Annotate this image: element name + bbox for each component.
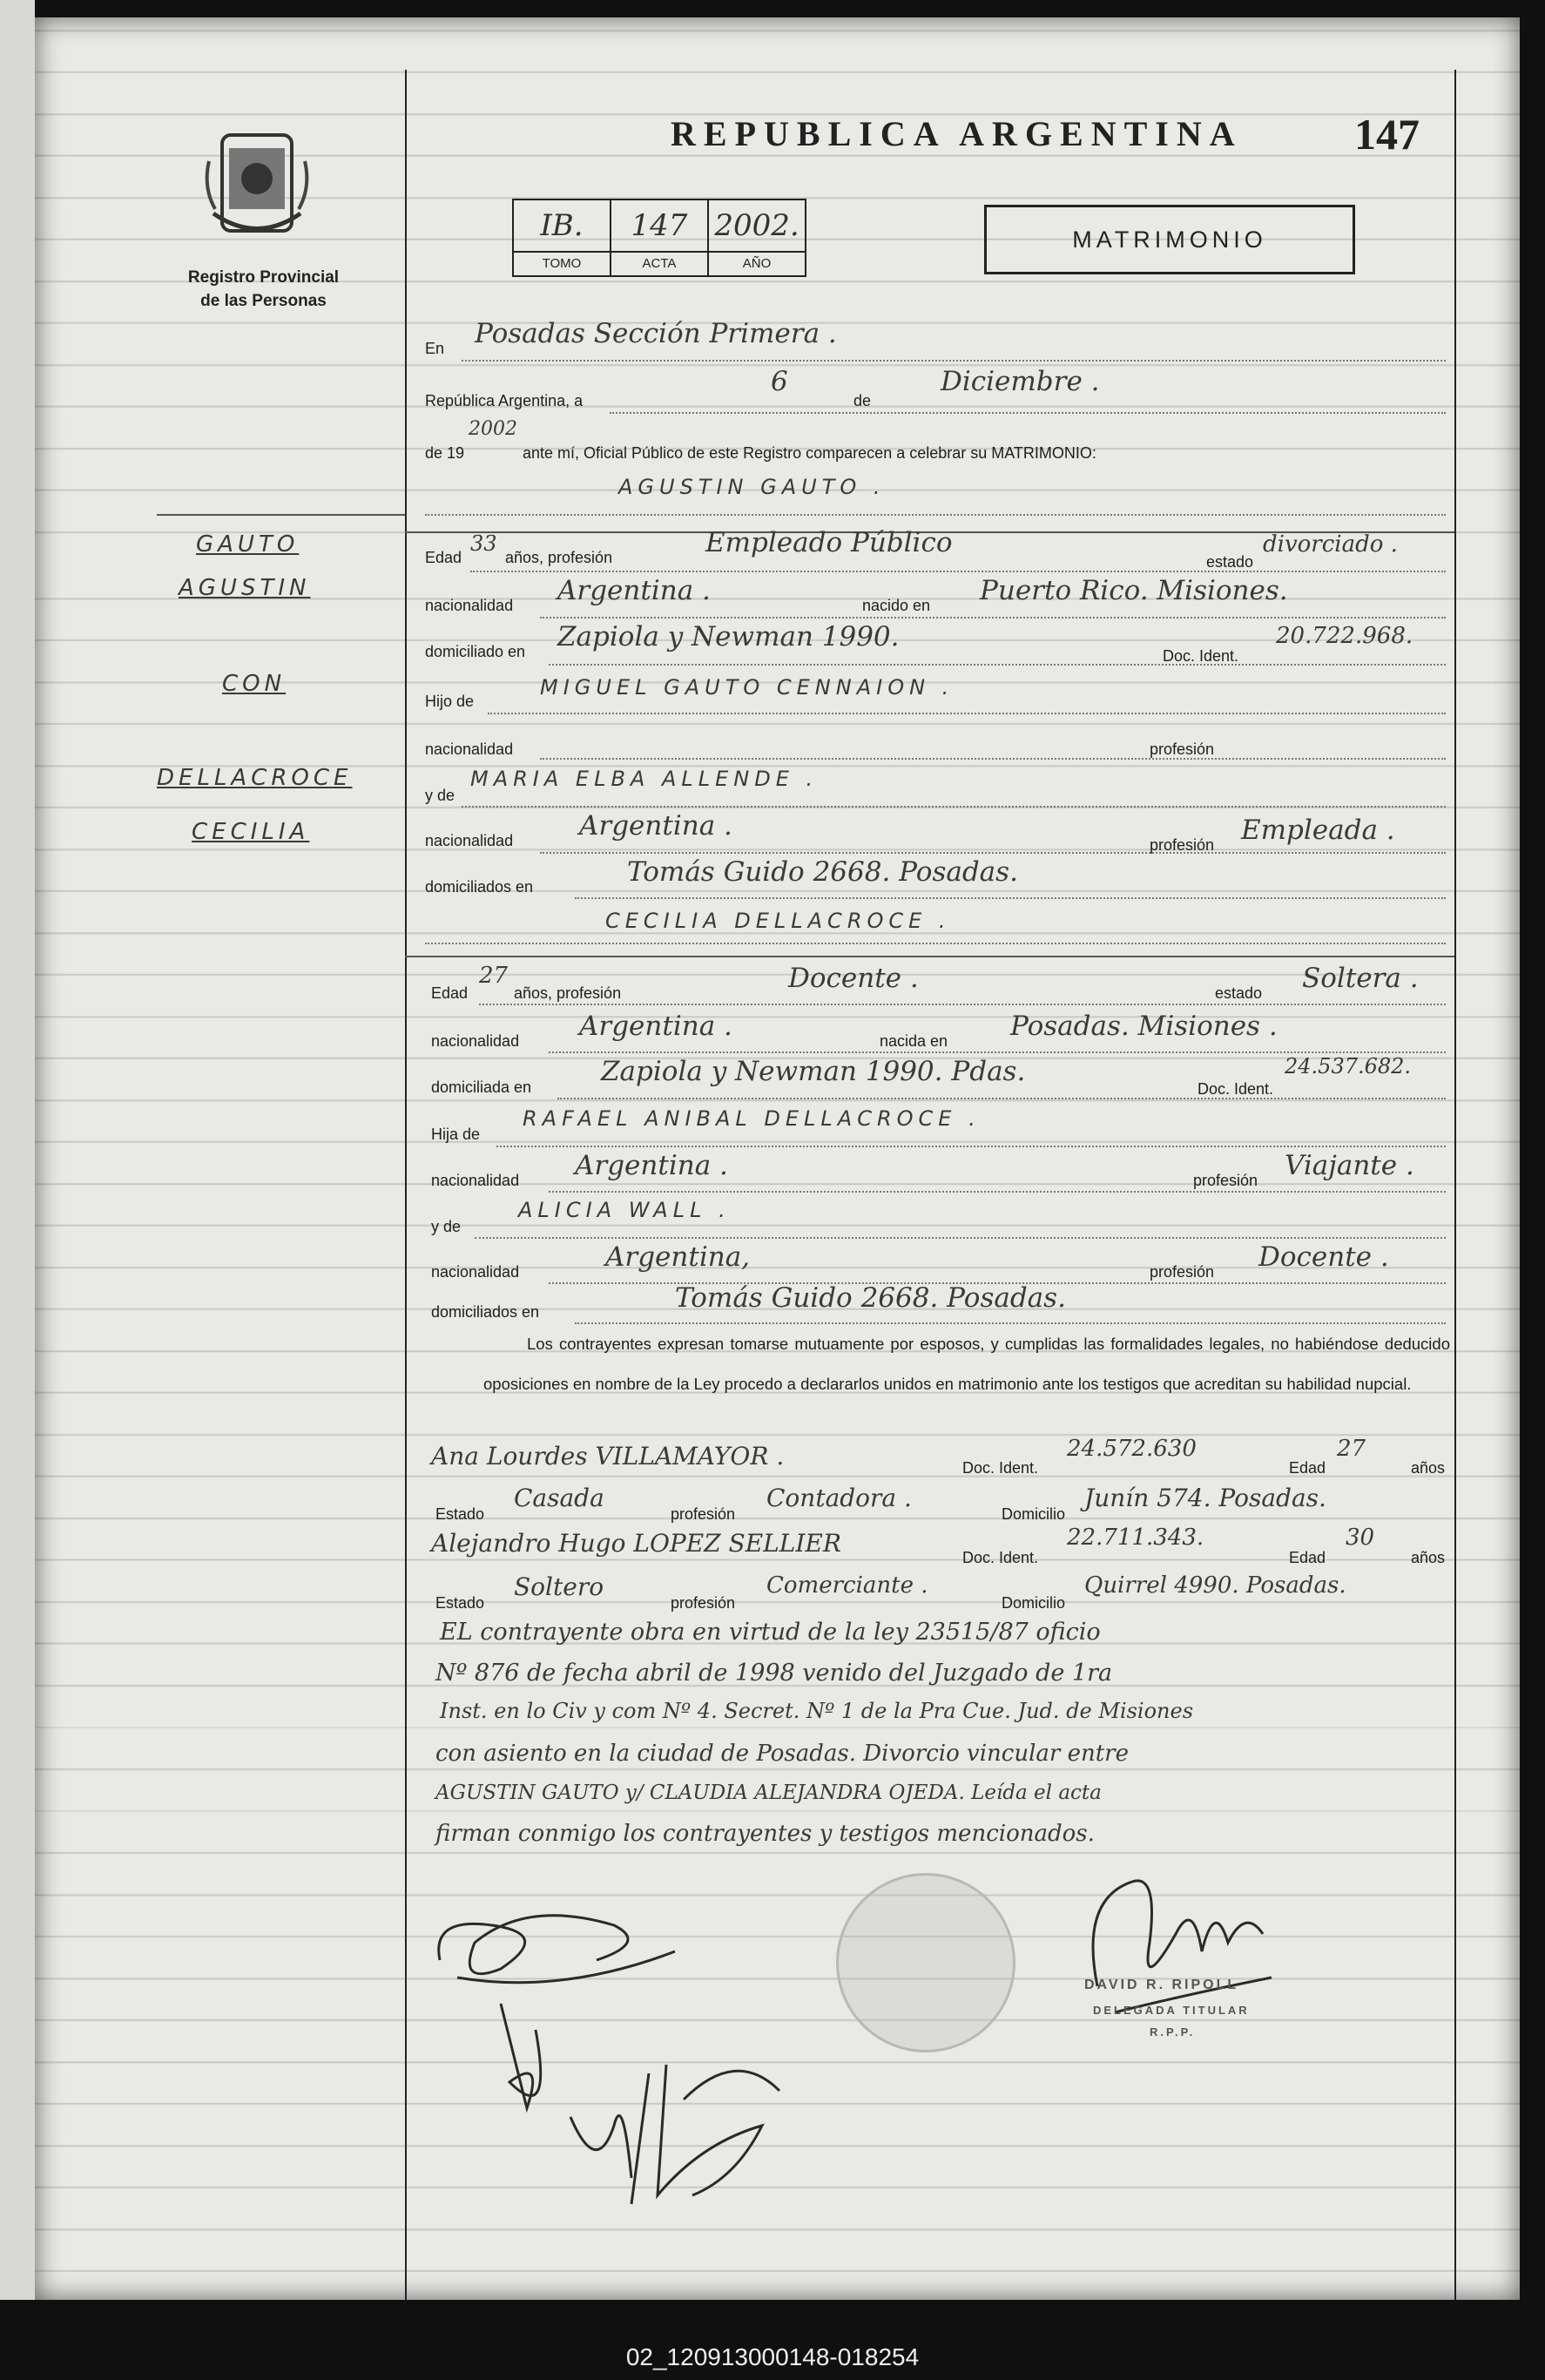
bride-padres-dom-label: domiciliados en [431, 1303, 540, 1321]
margin-rule [157, 514, 405, 516]
groom-nac-label: nacionalidad [425, 597, 514, 614]
acta-label: ACTA [642, 256, 677, 271]
note-line-2: Nº 876 de fecha abril de 1998 venido del Juzgado de 1ra [435, 1660, 1113, 1687]
bride-madre-prof-label: profesión [1150, 1263, 1215, 1281]
groom-madre-prof-label: profesión [1150, 836, 1215, 854]
anio-cell [709, 200, 805, 275]
bride-padre: RAFAEL ANIBAL DELLACROCE . [523, 1106, 981, 1131]
page-number: 147 [1354, 110, 1420, 159]
witness2-estado: Soltero [514, 1572, 604, 1601]
groom-estado-label: estado [1206, 553, 1254, 571]
groom-madre-prof: Empleada . [1241, 815, 1395, 846]
margin-connector: CON [222, 671, 287, 697]
bride-domicilio: Zapiola y Newman 1990. Pdas. [601, 1056, 1026, 1087]
signature-3 [1063, 1847, 1289, 2021]
groom-line-5 [540, 758, 1446, 760]
bride-nacida-label: nacida en [880, 1032, 948, 1050]
groom-yde-label: y de [425, 787, 455, 804]
bride-padres-dom: Tomás Guido 2668. Posadas. [675, 1282, 1066, 1314]
bride-nac-label: nacionalidad [431, 1032, 520, 1050]
witness2-prof-label: profesión [671, 1594, 736, 1612]
place-value: Posadas Sección Primera . [475, 318, 837, 349]
witness1-edad-label: Edad [1289, 1459, 1326, 1477]
witness1-dom-label: Domicilio [1002, 1505, 1066, 1523]
bride-doc: 24.537.682. [1285, 1054, 1412, 1078]
de-label: de [853, 392, 872, 409]
bride-line-3 [557, 1098, 1446, 1099]
footer-id: 02_120913000148-018254 [625, 2343, 920, 2370]
bride-doc-label: Doc. Ident. [1198, 1080, 1274, 1098]
signature-2 [475, 1978, 788, 2213]
republica-label: República Argentina, a [425, 392, 584, 409]
signature-1 [422, 1864, 710, 1995]
groom-nacido-label: nacido en [862, 597, 931, 614]
groom-padre-nac-label: nacionalidad [425, 740, 514, 758]
witness2-dom-label: Domicilio [1002, 1594, 1066, 1612]
bride-line-5 [549, 1191, 1446, 1193]
groom-padre: MIGUEL GAUTO CENNAION . [540, 675, 955, 700]
groom-padre-prof-label: profesión [1150, 740, 1215, 758]
margin-groom-surname: GAUTO [196, 531, 300, 558]
bride-dom-label: domiciliada en [431, 1078, 532, 1096]
witness2-domicilio: Quirrel 4990. Posadas. [1084, 1572, 1346, 1599]
witness1-name: Ana Lourdes VILLAMAYOR . [431, 1442, 785, 1471]
year-prefix-label: de 19 [425, 444, 465, 462]
bride-profesion-label: años, profesión [514, 984, 622, 1002]
provincial-seal-icon [187, 126, 327, 248]
officer-office: R.P.P. [1150, 2025, 1196, 2039]
witness1-estado-label: Estado [435, 1505, 485, 1523]
bride-hija-label: Hija de [431, 1126, 481, 1143]
witness2-doc-label: Doc. Ident. [962, 1549, 1039, 1566]
groom-edad-label: Edad [425, 549, 462, 566]
right-border [1454, 70, 1456, 2300]
bride-madre-nac-label: nacionalidad [431, 1263, 520, 1281]
witness1-domicilio: Junín 574. Posadas. [1084, 1484, 1326, 1512]
margin-divider [405, 70, 407, 2300]
margin-bride-surname: DELLACROCE [157, 765, 353, 791]
bride-line-1 [479, 1004, 1446, 1005]
witness1-doc-label: Doc. Ident. [962, 1459, 1039, 1477]
bride-padre-prof: Viajante . [1285, 1150, 1414, 1181]
month-value: Diciembre . [941, 366, 1100, 397]
anio-value: 2002. [709, 200, 805, 253]
officer-name: DAVID R. RIPOLL [1084, 1978, 1239, 1992]
tomo-cell [514, 200, 611, 275]
bride-estado-label: estado [1215, 984, 1263, 1002]
groom-madre-nac-label: nacionalidad [425, 832, 514, 849]
groom-doc-label: Doc. Ident. [1163, 647, 1239, 665]
registry-line1: Registro Provincial [187, 268, 340, 287]
bride-nacionalidad: Argentina . [579, 1011, 732, 1042]
bride-name-line [425, 943, 1446, 944]
witness1-profesion: Contadora . [766, 1484, 912, 1512]
record-reference-table [512, 199, 806, 277]
en-label: En [425, 340, 445, 357]
witness1-anos-label: años [1411, 1459, 1446, 1477]
groom-padres-dom: Tomás Guido 2668. Posadas. [627, 856, 1018, 888]
witness2-name: Alejandro Hugo LOPEZ SELLIER [431, 1529, 841, 1558]
declaration-text: Los contrayentes expresan tomarse mutuamente por esposos, y cumplidas las formalidades legales, no habiéndose deducido oposiciones en nombre de la Ley procedo a declararlos unidos en matrimonio ante los testigos que acreditan su habilidad nupcial. [483, 1335, 1450, 1393]
bride-estado: Soltera . [1302, 963, 1419, 994]
bride-nacida: Posadas. Misiones . [1010, 1011, 1278, 1042]
witness1-edad: 27 [1337, 1436, 1366, 1462]
note-line-4: con asiento en la ciudad de Posadas. Divorcio vincular entre [435, 1741, 1129, 1767]
groom-profesion-label: años, profesión [505, 549, 613, 566]
groom-madre: MARIA ELBA ALLENDE . [470, 767, 819, 791]
bride-line-4 [496, 1146, 1446, 1147]
groom-line-8 [575, 897, 1446, 899]
groom-dom-label: domiciliado en [425, 643, 526, 660]
place-line [462, 360, 1446, 362]
ante-text: ante mí, Oficial Público de este Registro comparecen a celebrar su MATRIMONIO: [523, 444, 1096, 462]
witness1-doc: 24.572.630 [1067, 1436, 1197, 1462]
registry-line2: de las Personas [200, 292, 327, 310]
groom-domicilio: Zapiola y Newman 1990. [557, 621, 900, 652]
bride-padre-prof-label: profesión [1193, 1172, 1258, 1189]
note-line-6: firman conmigo los contrayentes y testigos mencionados. [435, 1821, 1095, 1847]
day-value: 6 [771, 366, 788, 397]
groom-line-7 [540, 852, 1446, 854]
bride-profesion: Docente . [788, 963, 919, 994]
groom-padres-dom-label: domiciliados en [425, 878, 534, 896]
witness2-doc: 22.711.343. [1067, 1525, 1204, 1551]
margin-groom-given: AGUSTIN [179, 575, 311, 601]
groom-nacido: Puerto Rico. Misiones. [980, 575, 1288, 606]
section-rule-2 [405, 956, 1454, 957]
groom-line-2 [540, 617, 1446, 619]
registry-name [157, 266, 370, 313]
bride-line-6 [475, 1237, 1446, 1239]
groom-madre-nac: Argentina . [579, 810, 732, 842]
acta-cell [611, 200, 709, 275]
date-line [610, 412, 1446, 414]
witness1-prof-label: profesión [671, 1505, 736, 1523]
country-heading: REPUBLICA ARGENTINA [671, 114, 1243, 153]
official-stamp [836, 1873, 1015, 2052]
witness2-profesion: Comerciante . [766, 1572, 928, 1599]
bride-yde-label: y de [431, 1218, 462, 1235]
groom-profesion: Empleado Público [705, 527, 953, 558]
bride-padre-nac-label: nacionalidad [431, 1172, 520, 1189]
groom-estado: divorciado . [1263, 531, 1398, 558]
groom-line-6 [462, 806, 1446, 808]
groom-nacionalidad: Argentina . [557, 575, 711, 606]
bride-madre: ALICIA WALL . [518, 1198, 731, 1222]
groom-line-1 [470, 571, 1446, 572]
acta-value: 147 [611, 200, 707, 253]
note-line-5: AGUSTIN GAUTO y/ CLAUDIA ALEJANDRA OJEDA. Leída el acta [435, 1782, 1102, 1804]
witness2-anos-label: años [1411, 1549, 1446, 1566]
witness2-edad: 30 [1346, 1525, 1375, 1551]
note-line-3: Inst. en lo Civ y com Nº 4. Secret. Nº 1 de la Pra Cue. Jud. de Misiones [440, 1699, 1194, 1723]
bride-madre-prof: Docente . [1258, 1241, 1389, 1273]
groom-doc: 20.722.968. [1276, 623, 1413, 649]
bride-line-2 [549, 1051, 1446, 1053]
tomo-label: TOMO [542, 256, 582, 271]
note-line-1: EL contrayente obra en virtud de la ley 23515/87 oficio [440, 1619, 1101, 1646]
bride-madre-nac: Argentina, [605, 1241, 751, 1273]
book-edge [0, 0, 35, 2300]
document-type-box: MATRIMONIO [984, 205, 1355, 274]
witness1-estado: Casada [514, 1484, 604, 1512]
groom-name-line [425, 514, 1446, 516]
groom-hijo-label: Hijo de [425, 693, 475, 710]
bride-edad-label: Edad [431, 984, 469, 1002]
witness2-estado-label: Estado [435, 1594, 485, 1612]
groom-line-4 [488, 713, 1446, 714]
officer-title: DELEGADA TITULAR [1093, 2004, 1250, 2017]
bride-name: CECILIA DELLACROCE . [605, 909, 951, 933]
margin-bride-given: CECILIA [192, 819, 310, 845]
anio-label: AÑO [742, 256, 772, 271]
bride-padre-nac: Argentina . [575, 1150, 728, 1181]
tomo-value: IB. [514, 200, 610, 253]
year-value: 2002 [469, 418, 517, 440]
bride-edad: 27 [479, 963, 509, 989]
groom-line-3 [549, 664, 1446, 666]
groom-edad: 33 [470, 531, 497, 556]
groom-name: AGUSTIN GAUTO . [618, 475, 886, 499]
witness2-edad-label: Edad [1289, 1549, 1326, 1566]
